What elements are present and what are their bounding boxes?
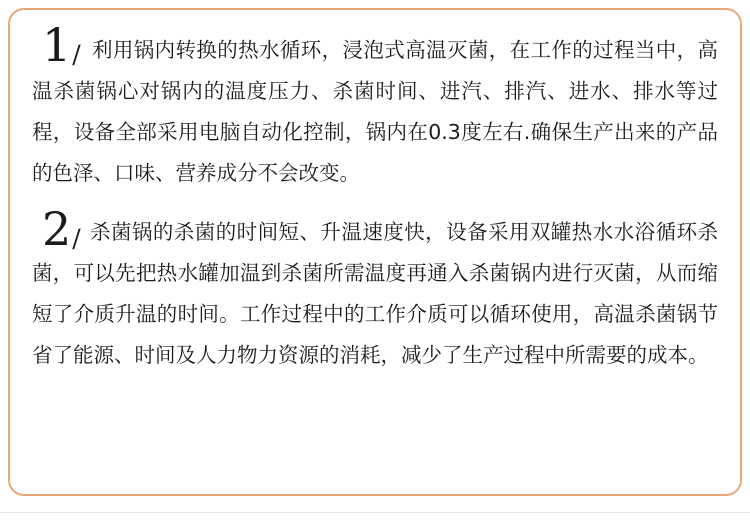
list-item <box>32 202 718 376</box>
item-number-separator: / <box>72 224 81 253</box>
item-number-value: 1 <box>42 18 72 72</box>
bottom-divider <box>0 512 750 532</box>
item-number-separator: / <box>72 40 81 69</box>
item-number-value: 2 <box>42 202 72 256</box>
item-number-2 <box>42 202 81 260</box>
item-paragraph-2: 杀菌锅的杀菌的时间短、升温速度快，设备采用双罐热水水浴循环杀菌，可以先把热水罐加温到杀菌所需温度再通入杀菌锅内进行灭菌，从而缩短了介质升温的时间。工作过程中的工作介质可以循环使用，高温杀菌锅节省了能源、时间及人力物力资源的消耗，减少了生产过程中所需要的成本。 <box>32 220 718 367</box>
list-item <box>32 18 718 194</box>
item-number-1 <box>42 18 81 76</box>
feature-list-card <box>8 8 742 496</box>
item-paragraph-1: 利用锅内转换的热水循环，浸泡式高温灭菌，在工作的过程当中，高温杀菌锅心对锅内的温度压力、杀菌时间、进汽、排汽、进水、排水等过程，设备全部采用电脑自动化控制，锅内在0.3度左右.确保生产出来的产品的色泽、口味、营养成分不会改变。 <box>32 38 718 185</box>
